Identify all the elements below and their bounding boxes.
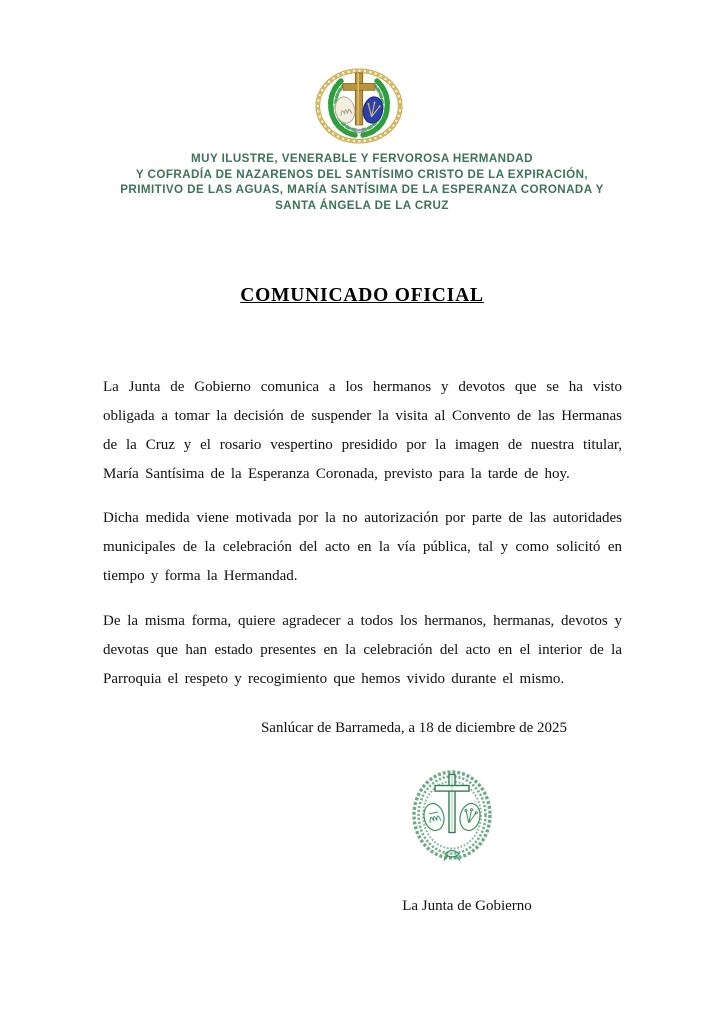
org-name-line: Y COFRADÍA DE NAZARENOS DEL SANTÍSIMO CRISTO DE LA EXPIRACIÓN,	[135, 167, 589, 181]
paragraph-3: De la misma forma, quiere agradecer a todos los hermanos, hermanas, devotos y devotas que han estado presentes en la celebración del acto en el interior de la Parroquia el respeto y recogimiento que hemos vivido durante el mismo.	[103, 613, 622, 687]
seal-shield-right-icon	[458, 802, 483, 833]
signature: La Junta de Gobierno	[402, 898, 532, 914]
paragraph-2: Dicha medida viene motivada por la no autorización por parte de las autoridades municipales de la celebración del acto en la vía pública, tal y como solicitó en tiempo y forma la Hermandad.	[103, 510, 622, 584]
hermandad-crest-icon	[315, 66, 403, 146]
org-name-line: MUY ILUSTRE, VENERABLE Y FERVOROSA HERMANDAD	[191, 152, 533, 165]
org-name	[0, 151, 724, 213]
document-title: COMUNICADO OFICIAL	[240, 285, 484, 306]
org-name-line: SANTA ÁNGELA DE LA CRUZ	[275, 198, 449, 212]
org-name-line: PRIMITIVO DE LAS AGUAS, MARÍA SANTÍSIMA DE LA ESPERANZA CORONADA Y	[120, 183, 604, 197]
paragraph-1: La Junta de Gobierno comunica a los hermanos y devotos que se ha visto obligada a tomar la decisión de suspender la visita al Convento de las Hermanas de la Cruz y el rosario vespertino presidido por la imagen de nuestra titular, María Santísima de la Esperanza Coronada, previsto para la tarde de hoy.	[103, 379, 622, 482]
dateline: Sanlúcar de Barrameda, a 18 de diciembre de 2025	[260, 720, 568, 736]
hermandad-seal-icon	[410, 768, 494, 863]
